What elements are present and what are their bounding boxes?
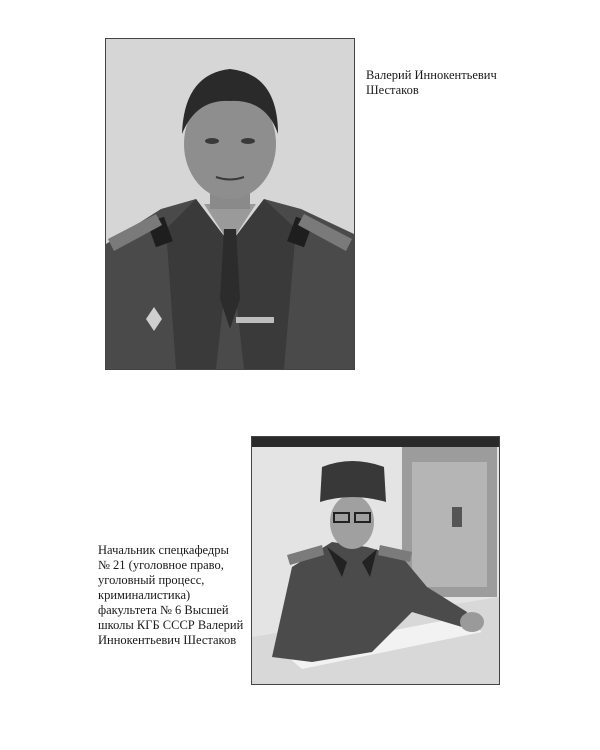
caption-line: школы КГБ СССР Валерий — [98, 618, 244, 632]
caption-line: факультета № 6 Высшей — [98, 603, 229, 617]
caption-line: уголовный процесс, — [98, 573, 205, 587]
caption-line: Иннокентьевич Шестаков — [98, 633, 237, 647]
portrait-caption — [366, 68, 566, 98]
desk-photo-caption — [98, 543, 248, 648]
caption-line: Валерий Иннокентьевич — [366, 68, 497, 82]
portrait-illustration — [106, 39, 354, 369]
caption-line: Шестаков — [366, 83, 419, 97]
desk-illustration — [252, 437, 499, 684]
portrait-photo — [105, 38, 355, 370]
caption-line: криминалистика) — [98, 588, 191, 602]
caption-line: № 21 (уголовное право, — [98, 558, 224, 572]
caption-line: Начальник спецкафедры — [98, 543, 229, 557]
desk-photo — [251, 436, 500, 685]
